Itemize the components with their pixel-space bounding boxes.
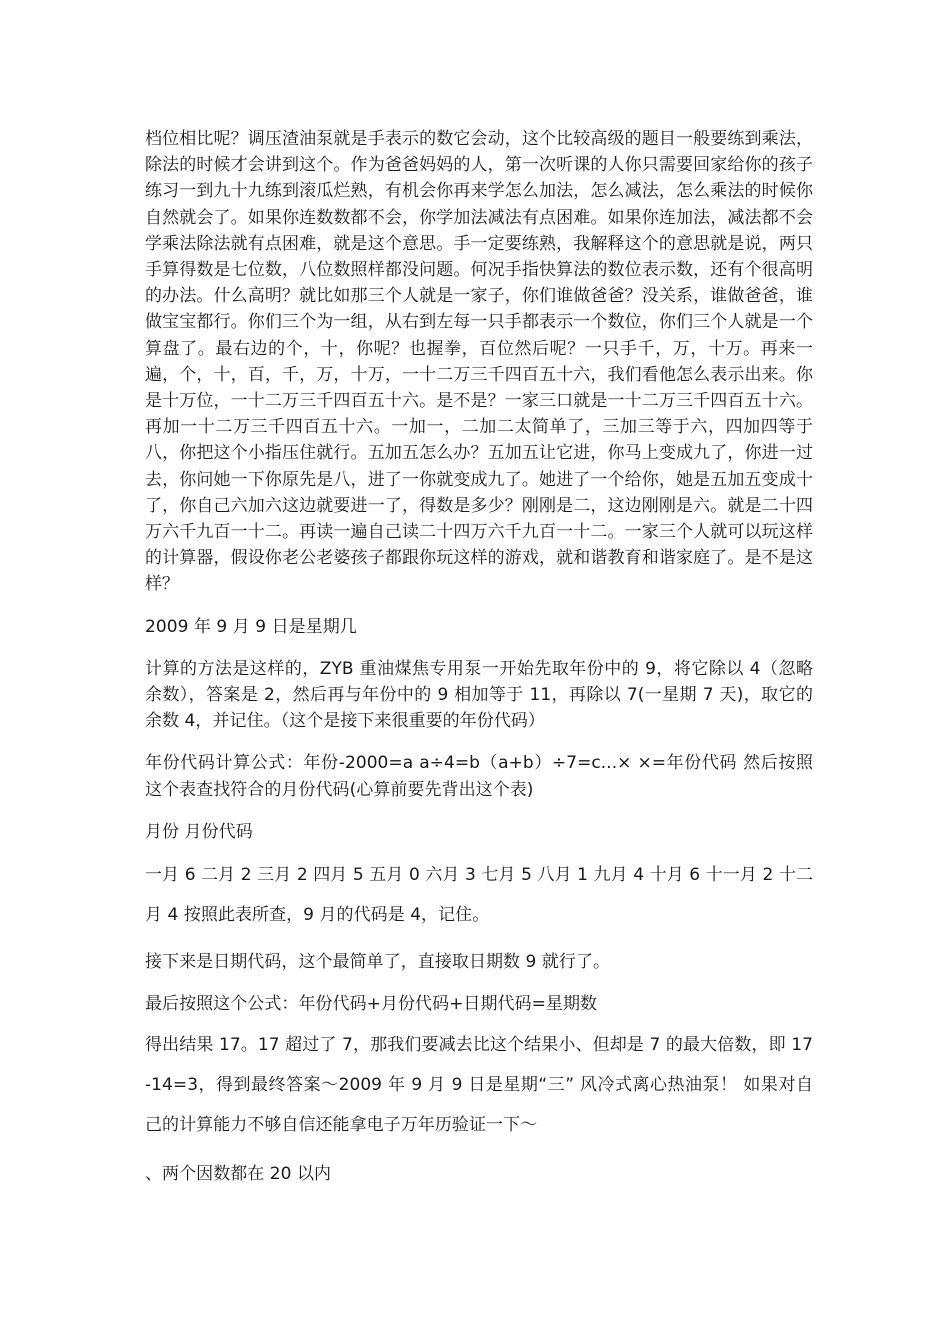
paragraph-result: 得出结果 17。17 超过了 7，那我们要减去比这个结果小、但却是 7 的最大倍数，即 17-14=3，得到最终答案～2009 年 9 月 9 日是星期“三” 风冷式离心热油泵！ 如果对自己的计算能力不够自信还能拿电子万年历验证一下～ xyxy=(145,1035,813,1136)
month-code-table: 一月 6 二月 2 三月 2 四月 5 五月 0 六月 3 七月 5 八月 1 九月 4 十月 6 十一月 2 十二月 4 按照此表所查，9 月的代码是 4，记住。 xyxy=(145,865,813,926)
document-body xyxy=(145,126,813,1188)
paragraph-day-code: 接下来是日期代码，这个最简单了，直接取日期数 9 就行了。 xyxy=(145,952,611,973)
paragraph-method: 计算的方法是这样的，ZYB 重油煤焦专用泵一开始先取年份中的 9，将它除以 4（忽略余数），答案是 2，然后再与年份中的 9 相加等于 11，再除以 7(一星期 7 天)，取它的余数 4，并记住。（这个是接下来很重要的年份代码） xyxy=(145,658,813,732)
paragraph-final-formula: 最后按照这个公式：年份代码+月份代码+日期代码=星期数 xyxy=(145,994,598,1015)
month-table-header: 月份 月份代码 xyxy=(145,821,253,842)
section-heading: 2009 年 9 月 9 日是星期几 xyxy=(145,616,357,637)
next-section-heading: 、两个因数都在 20 以内 xyxy=(145,1164,332,1185)
paragraph-intro: 档位相比呢？调压渣油泵就是手表示的数它会动，这个比较高级的题目一般要练到乘法，除法的时候才会讲到这个。作为爸爸妈妈的人，第一次听课的人你只需要回家给你的孩子练习一到九十九练到滚瓜烂熟，有机会你再来学怎么加法，怎么减法，怎么乘法的时候你自然就会了。如果你连数数都不会，你学加法减法有点困难。如果你连加法，减法都不会学乘法除法就有点困难，就是这个意思。手一定要练熟，我解释这个的意思就是说，两只手算得数是七位数，八位数照样都没问题。何况手指快算法的数位表示数，还有个很高明的办法。什么高明？就比如那三个人就是一家子，你们谁做爸爸？没关系，谁做爸爸，谁做宝宝都行。你们三个为一组，从右到左每一只手都表示一个数位，你们三个人就是一个算盘了。最右边的个，十，你呢？也握拳，百位然后呢？一只手千，万，十万。再来一遍，个，十，百，千，万，十万，一十二万三千四百五十六，我们看他怎么表示出来。你是十万位，一十二万三千四百五十六。是不是？一家三口就是一十二万三千四百五十六。再加一十二万三千四百五十六。一加一，二加二太简单了，三加三等于六，四加四等于八，你把这个小指压住就行。五加五怎么办？五加五让它进，你马上变成九了，你进一过去，你问她一下你原先是八，进了一你就变成九了。她进了一个给你，她是五加五变成十了，你自己六加六这边就要进一了，得数是多少？刚刚是二，这边刚刚是六。就是二十四万六千九百一十二。再读一遍自己读二十四万六千九百一十二。一家三个人就可以玩这样的计算器，假设你老公老婆孩子都跟你玩这样的游戏，就和谐教育和谐家庭了。是不是这样？ xyxy=(145,129,813,595)
paragraph-formula: 年份代码计算公式：年份-2000=a a÷4=b（a+b）÷7=c...× ×=年份代码 然后按照这个表查找符合的月份代码(心算前要先背出这个表) xyxy=(145,753,813,800)
